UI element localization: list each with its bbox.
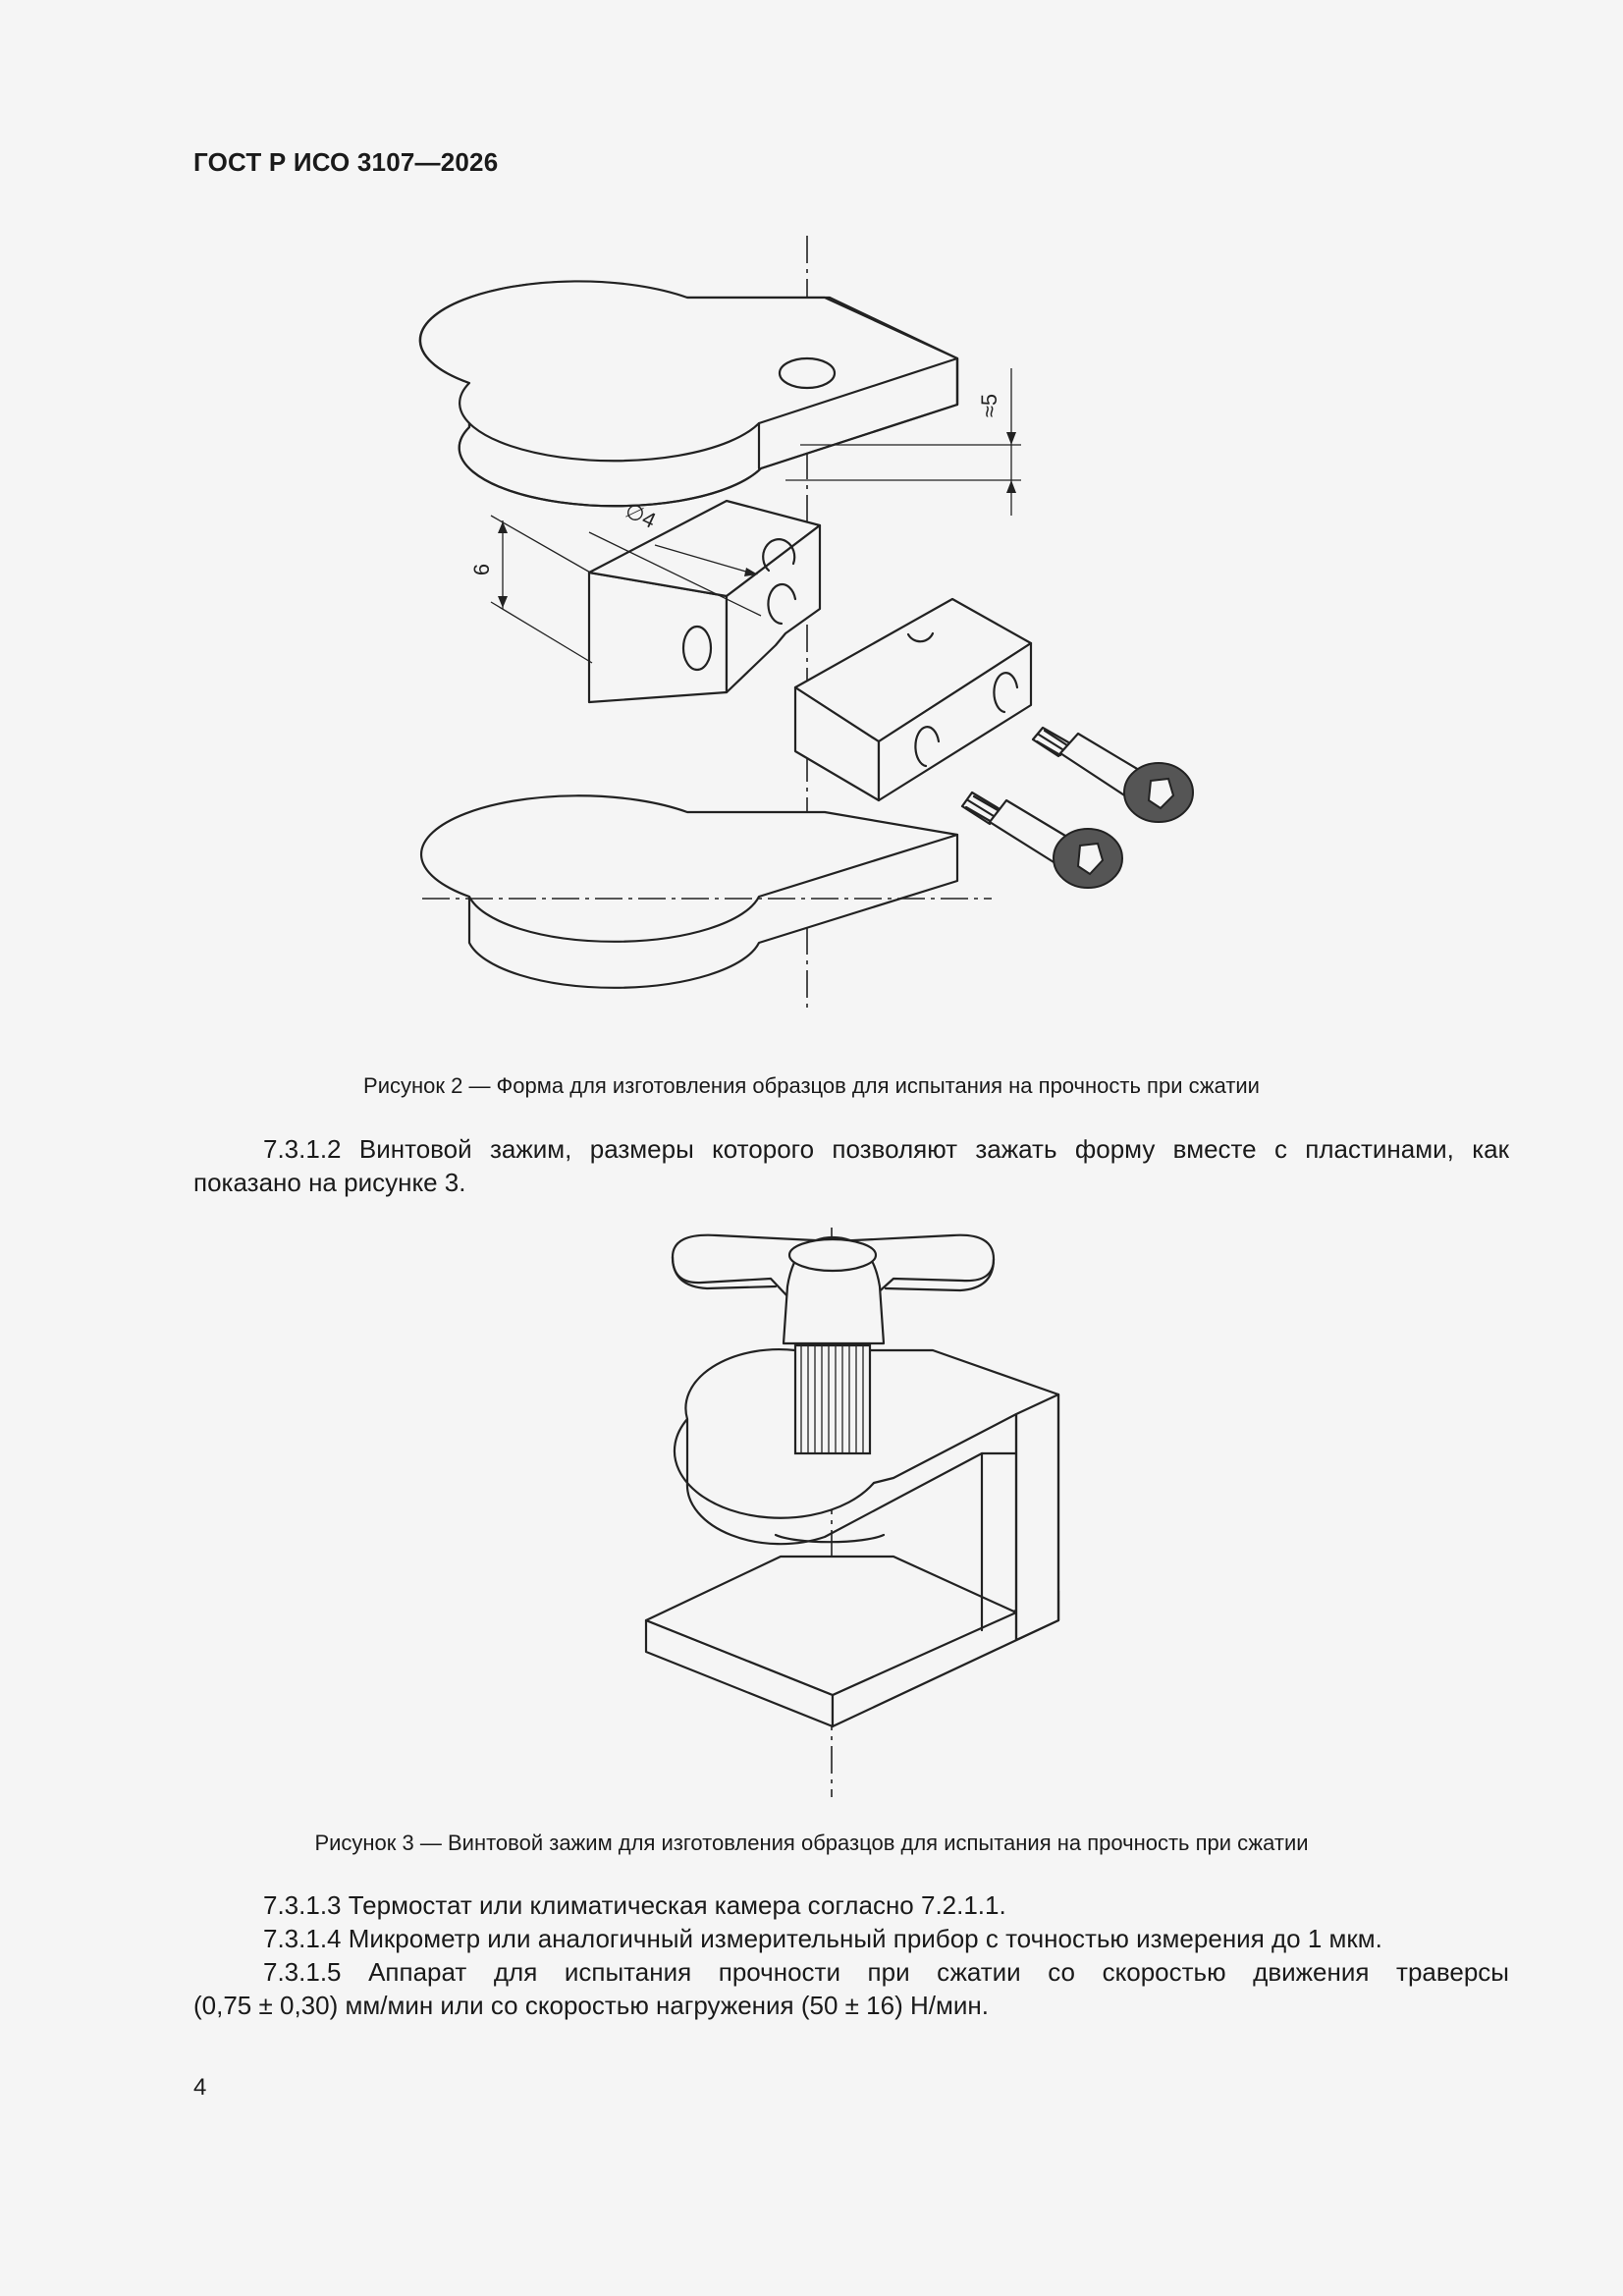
paragraph-7-3-1-4: 7.3.1.4 Микрометр или аналогичный измерительный прибор с точностью измерения до 1 мкм.: [263, 1924, 1382, 1953]
figure-2-mould-drawing: [461, 231, 1247, 1016]
paragraph-7-3-1-5-line1: 7.3.1.5 Аппарат для испытания прочности при сжатии со скоростью движения траверсы: [263, 1957, 1509, 1987]
top-plate: [420, 281, 957, 506]
left-mould-block: [589, 501, 820, 702]
figure-3-caption: Рисунок 3 — Винтовой зажим для изготовления образцов для испытания на прочность при сжатии: [314, 1831, 1309, 1855]
right-mould-block: [795, 599, 1031, 800]
screw-lower: [962, 793, 1122, 888]
bottom-plate: [421, 795, 992, 988]
clamp-screw-thread: [795, 1345, 870, 1453]
center-hole: [780, 358, 835, 388]
figure-3-screw-clamp-drawing: [628, 1228, 1080, 1797]
paragraph-7-3-1-5-line2: (0,75 ± 0,30) мм/мин или со скоростью нагружения (50 ± 16) Н/мин.: [193, 1991, 989, 2020]
mould-assembly-illustration: [461, 231, 1247, 1016]
screw-upper: [1033, 728, 1193, 822]
dim-label-height-6: 6: [469, 563, 494, 576]
clamp-t-handle: [673, 1235, 994, 1343]
document-header: ГОСТ Р ИСО 3107—2026: [193, 147, 499, 177]
clamp-base: [646, 1557, 1058, 1726]
dimension-height-6: [469, 516, 592, 663]
paragraph-7-3-1-2-line2: показано на рисунке 3.: [193, 1168, 466, 1197]
page-number: 4: [193, 2074, 207, 2101]
screw-clamp-illustration: [628, 1228, 1080, 1797]
paragraph-7-3-1-3: 7.3.1.3 Термостат или климатическая камера согласно 7.2.1.1.: [263, 1890, 1006, 1920]
dim-label-approx-5: ≈5: [977, 393, 1001, 418]
paragraph-7-3-1-2-line1: 7.3.1.2 Винтовой зажим, размеры которого позволяют зажать форму вместе с пластинами, как: [263, 1134, 1509, 1164]
dim-label-diameter-4: ∅4: [621, 497, 660, 533]
figure-2-caption: Рисунок 2 — Форма для изготовления образцов для испытания на прочность при сжатии: [363, 1073, 1260, 1098]
